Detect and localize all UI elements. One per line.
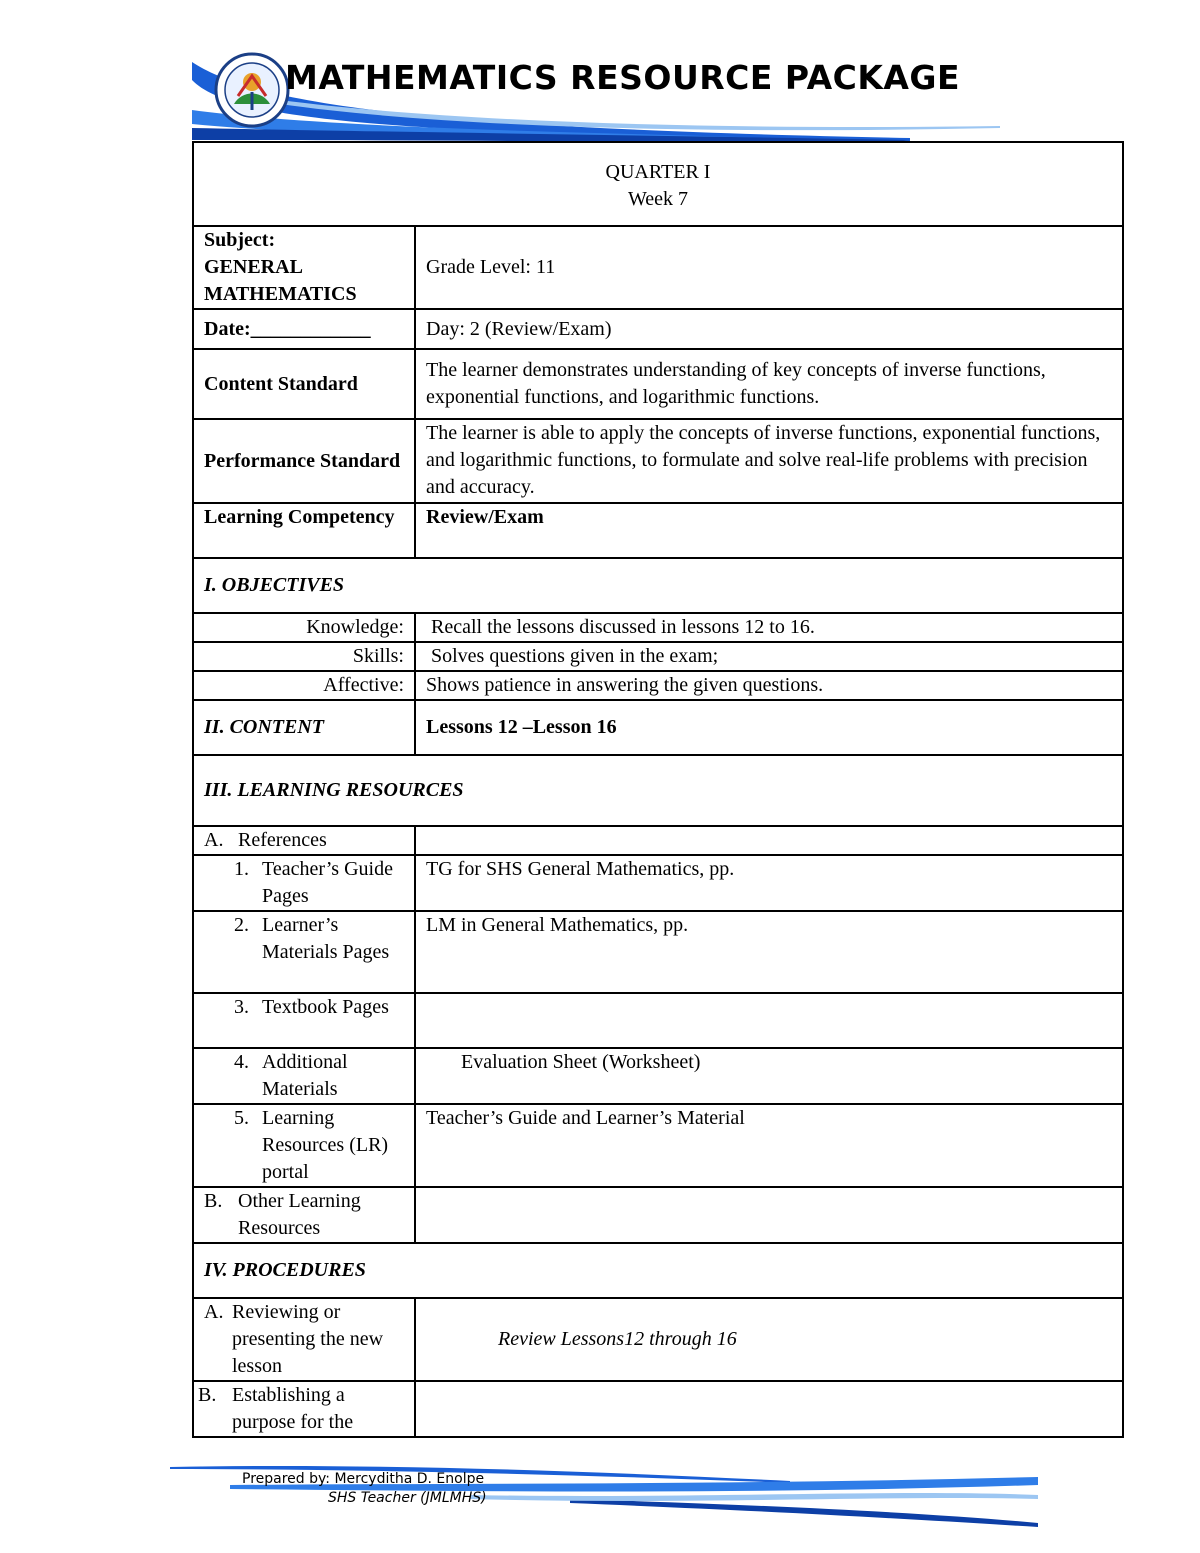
procedure-a-value: Review Lessons12 through 16 [415,1298,1123,1381]
quarter-row [193,142,1123,226]
performance-standard-text: The learner is able to apply the concepts of inverse functions, exponential functions, and logarithmic functions, to formulate and solve real-life problems with precision and accuracy. [415,419,1123,503]
performance-standard-row [193,419,1123,503]
ref-label: Learner’s Materials Pages [262,914,390,963]
ref-number: 4. [234,1051,249,1073]
ref-row-1 [193,855,1123,911]
ref-label: Additional Materials [262,1051,348,1100]
procedure-a-item [204,1299,404,1380]
page-footer [170,1455,1040,1530]
knowledge-row [193,613,1123,642]
knowledge-label: Knowledge: [193,613,415,642]
ref-item-1 [204,856,404,910]
procedure-a-row [193,1298,1123,1381]
ref-number: 2. [234,914,249,936]
subject-label: Subject: [204,229,276,251]
ref-row-3 [193,993,1123,1048]
resources-heading: III. LEARNING RESOURCES [193,755,1123,826]
grade-level: Grade Level: 11 [415,226,1123,309]
quarter-label: QUARTER I [605,161,711,183]
ref-row-5 [193,1104,1123,1187]
subject-row [193,226,1123,309]
other-resources-row [193,1187,1123,1243]
ref-value-2: LM in General Mathematics, pp. [415,911,1123,993]
references-row [193,826,1123,855]
ref-item-5 [204,1105,404,1186]
knowledge-value: Recall the lessons discussed in lessons 12 to 16. [415,613,1123,642]
ref-value-1: TG for SHS General Mathematics, pp. [415,855,1123,911]
ref-number: 3. [234,996,249,1018]
ref-row-2 [193,911,1123,993]
performance-standard-label: Performance Standard [193,419,415,503]
procedure-a-label: Reviewing or presenting the new lesson [232,1301,384,1377]
day-value: Day: 2 (Review/Exam) [415,309,1123,349]
deped-seal-icon [214,52,290,128]
ref-label: Learning Resources (LR) portal [262,1107,389,1183]
objectives-heading-row [193,558,1123,613]
ref-item-3 [204,994,404,1021]
ref-label: Textbook Pages [262,996,389,1018]
objectives-heading: I. OBJECTIVES [193,558,1123,613]
other-resources-letter: B. [204,1190,223,1212]
references-value [415,826,1123,855]
ref-item-4 [204,1049,404,1103]
ref-value-4: Evaluation Sheet (Worksheet) [415,1048,1123,1104]
lesson-plan-table [192,141,1124,1438]
teacher-role: SHS Teacher (JMLMHS) [328,1490,487,1506]
week-label: Week 7 [627,188,689,210]
references-label: References [238,829,327,851]
content-standard-row [193,349,1123,419]
document-title: MATHEMATICS RESOURCE PACKAGE [285,58,961,97]
ref-number: 1. [234,858,249,880]
learning-competency-value: Review/Exam [415,503,1123,558]
content-row [193,700,1123,755]
content-standard-text: The learner demonstrates understanding of key concepts of inverse functions, exponential functions, and logarithmic functions. [415,349,1123,419]
ref-label: Teacher’s Guide Pages [262,858,393,907]
other-resources-value [415,1187,1123,1243]
learning-competency-row [193,503,1123,558]
prepared-by: Prepared by: Mercyditha D. Enolpe [242,1471,485,1487]
procedure-b-item [198,1382,404,1436]
ref-row-4 [193,1048,1123,1104]
content-standard-label: Content Standard [193,349,415,419]
ref-item-2 [204,912,404,966]
affective-label: Affective: [193,671,415,700]
procedure-b-row [193,1381,1123,1437]
ref-value-5: Teacher’s Guide and Learner’s Material [415,1104,1123,1187]
skills-row [193,642,1123,671]
content-value: Lessons 12 –Lesson 16 [415,700,1123,755]
procedure-b-label: Establishing a purpose for the [232,1384,354,1433]
procedures-heading: IV. PROCEDURES [193,1243,1123,1298]
procedure-b-letter: B. [198,1384,217,1406]
references-letter: A. [204,829,224,851]
content-heading: II. CONTENT [193,700,415,755]
page-header [190,40,1010,145]
learning-competency-label: Learning Competency [193,503,415,558]
subject-value: GENERAL MATHEMATICS [204,256,357,305]
ref-number: 5. [234,1107,249,1129]
skills-label: Skills: [193,642,415,671]
procedure-b-value [415,1381,1123,1437]
footer-swoosh-graphic [170,1455,1040,1530]
other-resources-label: Other Learning Resources [238,1190,361,1239]
date-label: Date:____________ [193,309,415,349]
procedure-a-letter: A. [204,1301,224,1323]
affective-value: Shows patience in answering the given questions. [415,671,1123,700]
skills-value: Solves questions given in the exam; [415,642,1123,671]
resources-heading-row [193,755,1123,826]
references-item [204,827,404,854]
other-resources-item [204,1188,404,1242]
affective-row [193,671,1123,700]
procedures-heading-row [193,1243,1123,1298]
date-row [193,309,1123,349]
ref-value-3 [415,993,1123,1048]
